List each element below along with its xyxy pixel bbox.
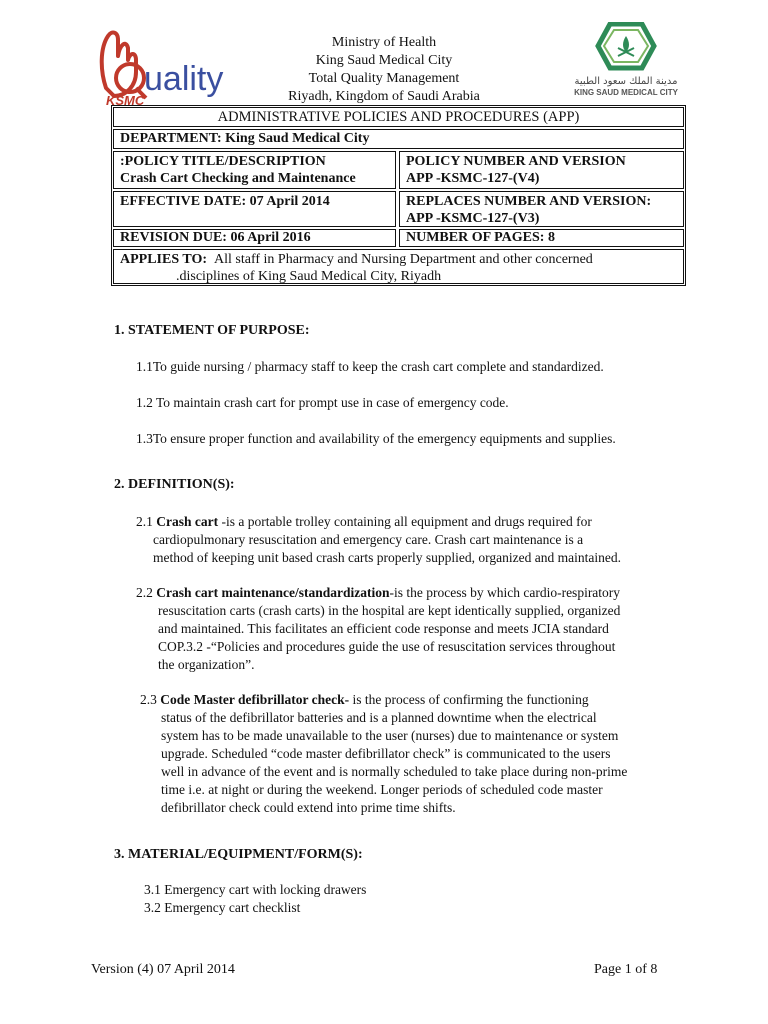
purpose-1-2: 1.2 To maintain crash cart for prompt use in case of emergency code.: [136, 395, 509, 410]
applies-label: APPLIES TO:: [120, 252, 208, 267]
header-location: Riyadh, Kingdom of Saudi Arabia: [288, 89, 480, 104]
footer-version: Version (4) 07 April 2014: [91, 962, 235, 977]
def-2-2-line-4: COP.3.2 -“Policies and procedures guide the use of resuscitation services throughout: [158, 639, 616, 654]
material-3-2: 3.2 Emergency cart checklist: [144, 900, 301, 915]
replaces-value: APP -KSMC-127-(V3): [406, 211, 540, 226]
policy-title-cell: [113, 151, 396, 189]
department-cell: DEPARTMENT: King Saud Medical City: [113, 129, 684, 149]
section-2-title: 2. DEFINITION(S):: [114, 477, 235, 492]
effective-date-cell: EFFECTIVE DATE: 07 April 2014: [113, 191, 396, 227]
def-2-2-num: 2.2: [136, 585, 157, 600]
def-2-3-line-1: is the process of confirming the functioning: [349, 692, 589, 707]
quality-logo-text: uality: [144, 60, 224, 98]
policy-number-value: APP -KSMC-127-(V4): [406, 171, 540, 186]
policy-title-label: :POLICY TITLE/DESCRIPTION: [120, 154, 326, 169]
def-2-3-line-3: system has to be made unavailable to the user (nurses) due to maintenance or system: [161, 728, 619, 743]
def-2-1-line-2: cardiopulmonary resuscitation and emergency care. Crash cart maintenance is a: [153, 532, 584, 547]
quality-logo-sub: KSMC: [106, 93, 145, 106]
applies-to-cell: [113, 249, 684, 284]
definition-2-1: [136, 513, 621, 567]
def-2-3-line-7: defibrillator check could extend into prime time shifts.: [161, 800, 456, 815]
ksmc-logo-english: KING SAUD MEDICAL CITY: [574, 88, 678, 97]
policy-title-value: Crash Cart Checking and Maintenance: [120, 171, 356, 186]
applies-text-2: .disciplines of King Saud Medical City, Riyadh: [176, 269, 442, 284]
def-2-3-line-2: status of the defibrillator batteries and is a planned downtime when the electrical: [161, 710, 597, 725]
def-2-3-line-5: well in advance of the event and is normally scheduled to take place during non-prime: [161, 764, 628, 779]
def-2-3-num: 2.3: [140, 692, 161, 707]
definition-2-3: [140, 691, 627, 817]
footer-page-number: Page 1 of 8: [594, 962, 658, 977]
def-2-2-line-2: resuscitation carts (crash carts) in the hospital are kept identically supplied, organized: [158, 603, 621, 618]
def-2-3-line-6: time i.e. at night or during the weekend. Longer periods of scheduled code master: [161, 782, 603, 797]
ksmc-logo-arabic: مدينة الملك سعود الطبية: [574, 76, 678, 87]
material-3-1: 3.1 Emergency cart with locking drawers: [144, 882, 367, 897]
section-1-title: 1. STATEMENT OF PURPOSE:: [114, 323, 310, 338]
def-2-1-num: 2.1: [136, 514, 157, 529]
table-title: ADMINISTRATIVE POLICIES AND PROCEDURES (APP): [113, 107, 684, 127]
revision-due-cell: REVISION DUE: 06 April 2016: [113, 229, 396, 247]
def-2-2-line-3: and maintained. This facilitates an efficient code response and meets JCIA standard: [158, 621, 609, 636]
definition-2-2: [136, 584, 620, 674]
section-3-title: 3. MATERIAL/EQUIPMENT/FORM(S):: [114, 847, 363, 862]
policy-number-label: POLICY NUMBER AND VERSION: [406, 154, 626, 169]
pages-cell: NUMBER OF PAGES: 8: [399, 229, 684, 247]
replaces-cell: [399, 191, 684, 227]
def-2-1-line-1: -is a portable trolley containing all equipment and drugs required for: [218, 514, 592, 529]
def-2-2-line-5: the organization”.: [158, 657, 255, 672]
applies-text-1: All staff in Pharmacy and Nursing Department and other concerned: [214, 252, 593, 267]
purpose-1-1: 1.1To guide nursing / pharmacy staff to keep the crash cart complete and standardized.: [136, 359, 604, 374]
header-ministry: Ministry of Health: [331, 35, 437, 50]
def-2-1-line-3: method of keeping unit based crash carts properly supplied, organized and maintained.: [153, 550, 621, 565]
policy-number-cell: [399, 151, 684, 189]
def-2-2-line-1: -is the process by which cardio-respiratory: [389, 585, 621, 600]
def-2-2-term: Crash cart maintenance/standardization: [156, 585, 390, 600]
replaces-label: REPLACES NUMBER AND VERSION:: [406, 194, 652, 209]
policy-info-table: [111, 105, 686, 286]
header-city: King Saud Medical City: [315, 53, 453, 68]
def-2-3-line-4: upgrade. Scheduled “code master defibrillator check” is communicated to the users: [161, 746, 611, 761]
header-tqm: Total Quality Management: [308, 71, 460, 86]
def-2-3-term: Code Master defibrillator check-: [160, 692, 350, 707]
purpose-1-3: 1.3To ensure proper function and availability of the emergency equipments and supplies.: [136, 431, 616, 446]
def-2-1-term: Crash cart: [156, 514, 219, 529]
